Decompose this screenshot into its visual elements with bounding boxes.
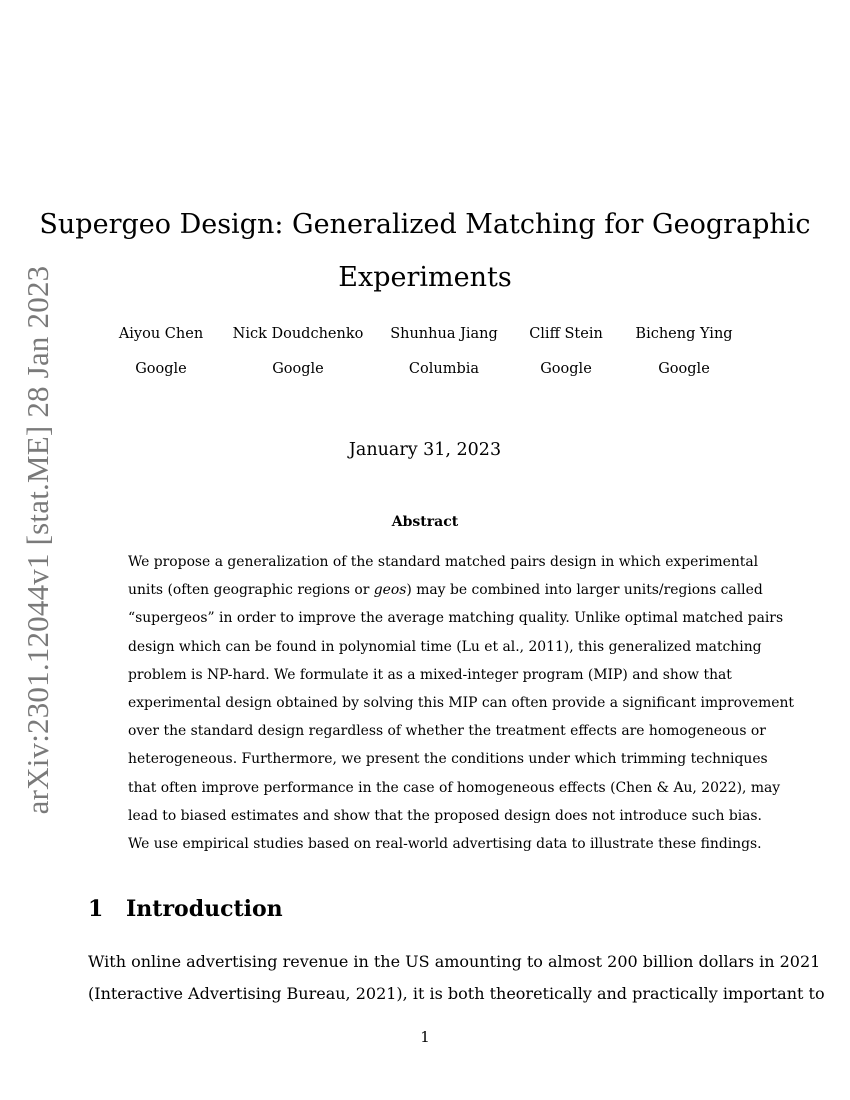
intro-line: With online advertising revenue in the US amounting to almost 200 billion dollars in 2021 — [88, 952, 821, 971]
author-block — [390, 326, 498, 377]
abstract-line: problem is NP-hard. We formulate it as a mixed-integer program (MIP) and show that — [128, 666, 732, 683]
abstract-line: “supergeos” in order to improve the average matching quality. Unlike optimal matched pairs — [128, 610, 784, 627]
abstract-text: ) may be combined into larger units/regions called — [406, 582, 763, 599]
author-name: Aiyou Chen — [118, 326, 204, 342]
author-affiliation: Columbia — [408, 361, 480, 377]
abstract-line: that often improve performance in the case of homogeneous effects (Chen & Au, 2022), may — [128, 779, 781, 796]
title-line-2: Experiments — [338, 262, 512, 293]
abstract-text: units (often geographic regions or — [128, 582, 374, 599]
section-number: 1 — [88, 896, 104, 922]
page-number: 1 — [420, 1028, 430, 1046]
abstract-line: We propose a generalization of the standard matched pairs design in which experimental — [128, 554, 759, 570]
arxiv-identifier-stamp: arXiv:2301.12044v1 [stat.ME] 28 Jan 2023 — [20, 265, 55, 815]
section-heading — [88, 896, 283, 922]
author-affiliation: Google — [658, 361, 710, 377]
abstract-line — [128, 576, 763, 604]
section-title: Introduction — [126, 896, 283, 922]
title-line-1: Supergeo Design: Generalized Matching for Geographic — [39, 209, 811, 240]
intro-paragraph — [88, 946, 825, 1010]
intro-line: (Interactive Advertising Bureau, 2021), it is both theoretically and practically important to — [88, 984, 825, 1003]
author-name: Cliff Stein — [529, 326, 603, 342]
author-block — [635, 326, 732, 377]
author-block — [233, 326, 364, 377]
paper-title — [0, 198, 850, 304]
author-name: Shunhua Jiang — [390, 326, 498, 342]
abstract-line: lead to biased estimates and show that the proposed design does not introduce such bias. — [128, 807, 762, 824]
author-affiliation: Google — [272, 361, 324, 377]
abstract-line: We use empirical studies based on real-world advertising data to illustrate these findings. — [128, 836, 762, 853]
abstract-emphasis: geos — [373, 582, 407, 599]
author-block — [119, 326, 203, 377]
abstract-body — [128, 548, 795, 858]
author-affiliation: Google — [135, 361, 187, 377]
publication-date: January 31, 2023 — [348, 440, 502, 460]
abstract-line: design which can be found in polynomial time (Lu et al., 2011), this generalized matching — [128, 638, 762, 655]
abstract-line: over the standard design regardless of whether the treatment effects are homogeneous or — [128, 723, 766, 740]
author-name: Bicheng Ying — [635, 326, 733, 342]
author-block — [529, 326, 603, 377]
abstract-line: experimental design obtained by solving this MIP can often provide a significant improvement — [128, 695, 795, 712]
abstract-line: heterogeneous. Furthermore, we present the conditions under which trimming techniques — [128, 751, 768, 768]
abstract-heading: Abstract — [391, 514, 459, 530]
author-name: Nick Doudchenko — [232, 326, 364, 342]
author-affiliation: Google — [540, 361, 592, 377]
